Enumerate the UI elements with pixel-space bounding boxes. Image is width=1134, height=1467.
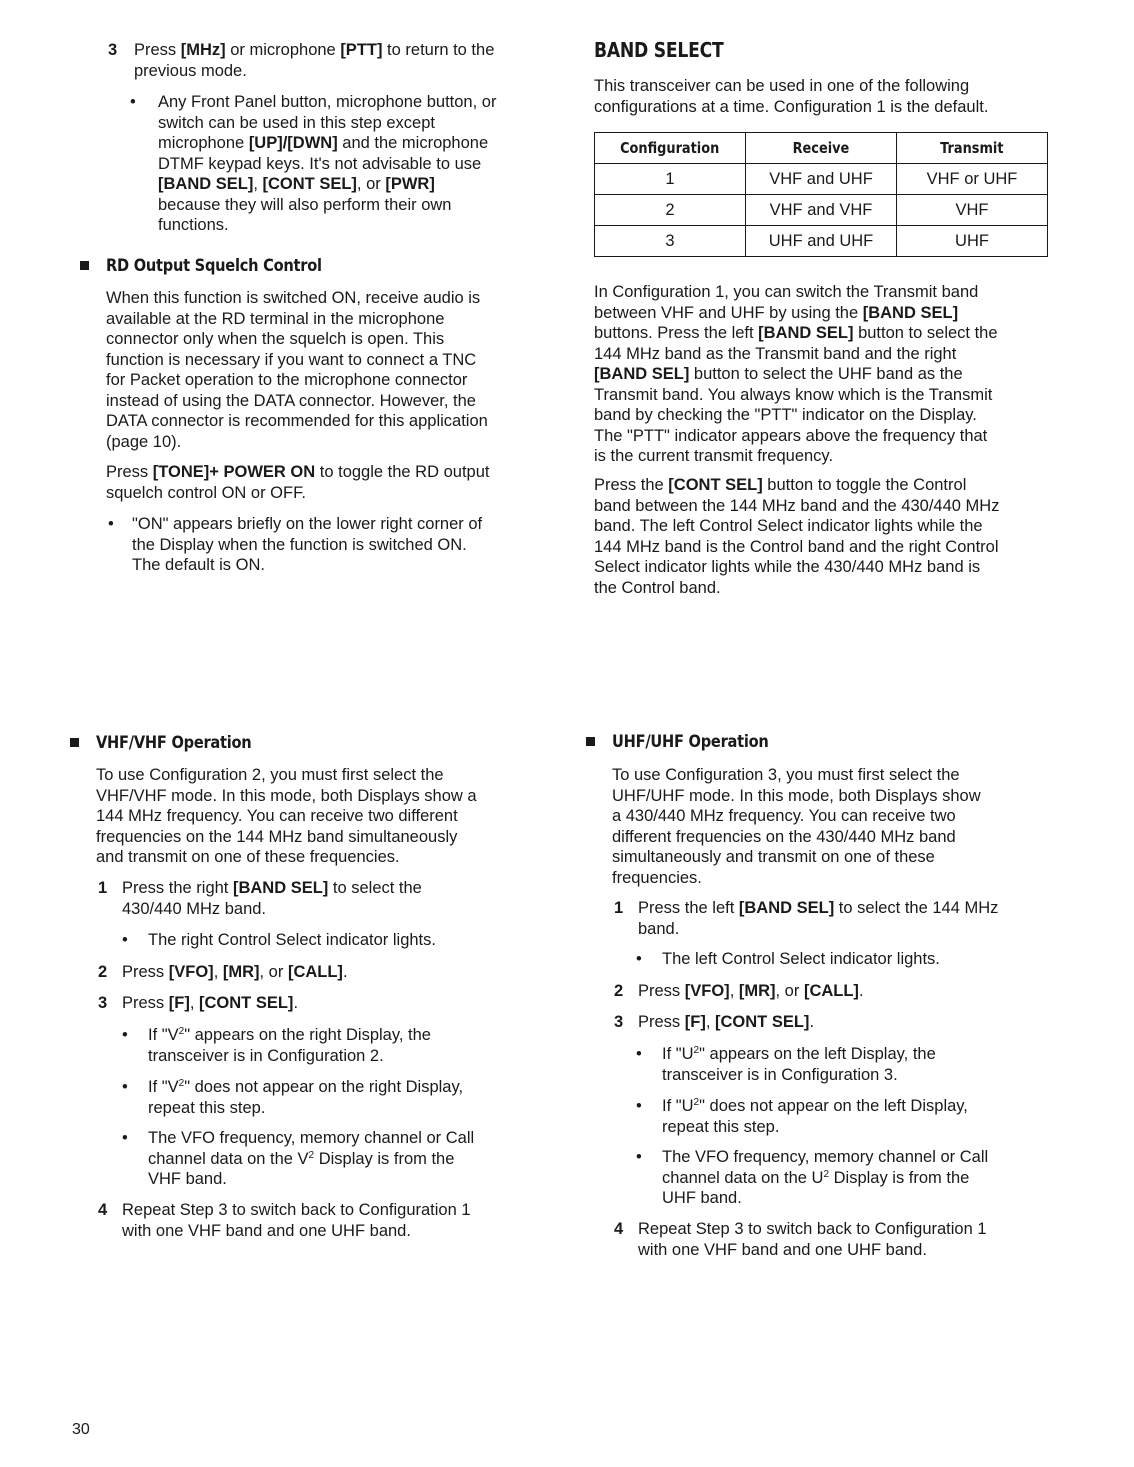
vhf-step-3-bullet-1: • If "$V^2$" appears on the right Display, the transceiver is in Configuration 2. [122, 1026, 431, 1065]
vhf-step-1: 1 Press the right [BAND SEL] to select the 430/440 MHz band. [98, 879, 422, 918]
vhf-step-1-bullet: • The right Control Select indicator lights. [122, 931, 436, 949]
step-3-block [108, 40, 548, 81]
table-cell: UHF and UHF [746, 226, 897, 257]
section-heading: RD Output Squelch Control [106, 256, 322, 276]
vhf-step-3-bullet-2: • If "$V^2$" does not appear on the right Display, repeat this step. [122, 1078, 464, 1117]
column-header: Receive [746, 133, 897, 164]
band-select-paragraph-1: In Configuration 1, you can switch the Transmit band between VHF and UHF by using the [BAND SEL] buttons. Press the left [BAND SEL] button to select the 144 MHz band as the Transmit band and the right [BAND SEL] button to select the UHF band as the Transmit band. You always know which is the Transmit band by checking the "PTT" indicator on the Display. The "PTT" indicator appears above the frequency that is the current transmit frequency. [594, 283, 998, 465]
step-3-bullet [130, 92, 550, 236]
table-row [595, 226, 1048, 257]
band-select-paragraph-2: Press the [CONT SEL] button to toggle the Control band between the 144 MHz band and the 430/440 MHz band. The left Control Select indicator lights while the 144 MHz band is the Control band and the right Control Select indicator lights while the 430/440 MHz band is the Control band. [594, 476, 1000, 597]
bullet-dot: • [108, 515, 114, 533]
column-header: Transmit [897, 133, 1048, 164]
bullet-dot: • [130, 93, 136, 111]
vhf-intro: To use Configuration 2, you must first select the VHF/VHF mode. In this mode, both Displays show a 144 MHz frequency. You can receive two different frequencies on the 144 MHz band simultaneously and transmit on one of these frequencies. [96, 766, 477, 866]
uhf-step-3-bullet-3: • The VFO frequency, memory channel or Call channel data on the $U^2$ Display is from the UHF band. [636, 1148, 989, 1207]
section-heading: VHF/VHF Operation [96, 733, 252, 753]
bullet-text: Any Front Panel button, microphone button, or switch can be used in this step except microphone [UP]/[DWN] and the microphone DTMF keypad keys. It's not advisable to use [BAND SEL], [CONT SEL], or [PWR] because they will also perform their own functions. [158, 93, 497, 234]
table-cell: UHF [897, 226, 1048, 257]
table-header-row [595, 133, 1048, 164]
square-bullet-icon [80, 261, 89, 270]
table-cell: VHF and VHF [746, 195, 897, 226]
configuration-table [594, 132, 1048, 257]
section-heading: UHF/UHF Operation [612, 732, 769, 752]
table-cell: 3 [595, 226, 746, 257]
uhf-step-2: 2 Press [VFO], [MR], or [CALL]. [614, 982, 864, 1000]
uhf-step-1-bullet: • The left Control Select indicator lights. [636, 950, 940, 968]
vhf-step-4: 4 Repeat Step 3 to switch back to Configuration 1 with one VHF band and one UHF band. [98, 1201, 471, 1240]
vhf-step-3-bullet-3: • The VFO frequency, memory channel or Call channel data on the $V^2$ Display is from the VHF band. [122, 1129, 475, 1188]
square-bullet-icon [70, 738, 79, 747]
square-bullet-icon [586, 737, 595, 746]
table-cell: 2 [595, 195, 746, 226]
step-number: 3 [108, 41, 118, 59]
uhf-step-3-bullet-2: • If "$U^2$" does not appear on the left Display, repeat this step. [636, 1097, 968, 1136]
uhf-step-4: 4 Repeat Step 3 to switch back to Configuration 1 with one VHF band and one UHF band. [614, 1220, 987, 1259]
table-cell: VHF and UHF [746, 164, 897, 195]
rd-bullet: • "ON" appears briefly on the lower right corner of the Display when the function is switched ON. The default is ON. [108, 515, 483, 574]
uhf-step-3-bullet-1: • If "$U^2$" appears on the left Display, the transceiver is in Configuration 3. [636, 1045, 936, 1084]
column-header: Configuration [595, 133, 746, 164]
step-text: Press [MHz] or microphone [PTT] to return to the previous mode. [134, 41, 495, 80]
table-cell: VHF or UHF [897, 164, 1048, 195]
uhf-intro: To use Configuration 3, you must first select the UHF/UHF mode. In this mode, both Displays show a 430/440 MHz frequency. You can receive two different frequencies on the 430/440 MHz band simultaneously and transmit on one of these frequencies. [612, 766, 981, 887]
page-number: 30 [72, 1421, 90, 1438]
band-select-heading: BAND SELECT [594, 38, 724, 62]
rd-paragraph-1: When this function is switched ON, receive audio is available at the RD terminal in the microphone connector only when the squelch is open. This function is necessary if you want to connect a TNC for Packet operation to the microphone connector instead of using the DATA connector. However, the DATA connector is recommended for this application (page 10). [106, 289, 488, 451]
table-cell: VHF [897, 195, 1048, 226]
table-row [595, 164, 1048, 195]
rd-paragraph-2: Press [TONE]+ POWER ON to toggle the RD output squelch control ON or OFF. [106, 463, 490, 502]
uhf-step-3: 3 Press [F], [CONT SEL]. [614, 1013, 815, 1031]
vhf-step-2: 2 Press [VFO], [MR], or [CALL]. [98, 963, 348, 981]
vhf-step-3: 3 Press [F], [CONT SEL]. [98, 994, 299, 1012]
table-cell: 1 [595, 164, 746, 195]
uhf-step-1: 1 Press the left [BAND SEL] to select the 144 MHz band. [614, 899, 999, 938]
table-row [595, 195, 1048, 226]
band-select-intro: This transceiver can be used in one of the following configurations at a time. Configuration 1 is the default. [594, 77, 989, 116]
